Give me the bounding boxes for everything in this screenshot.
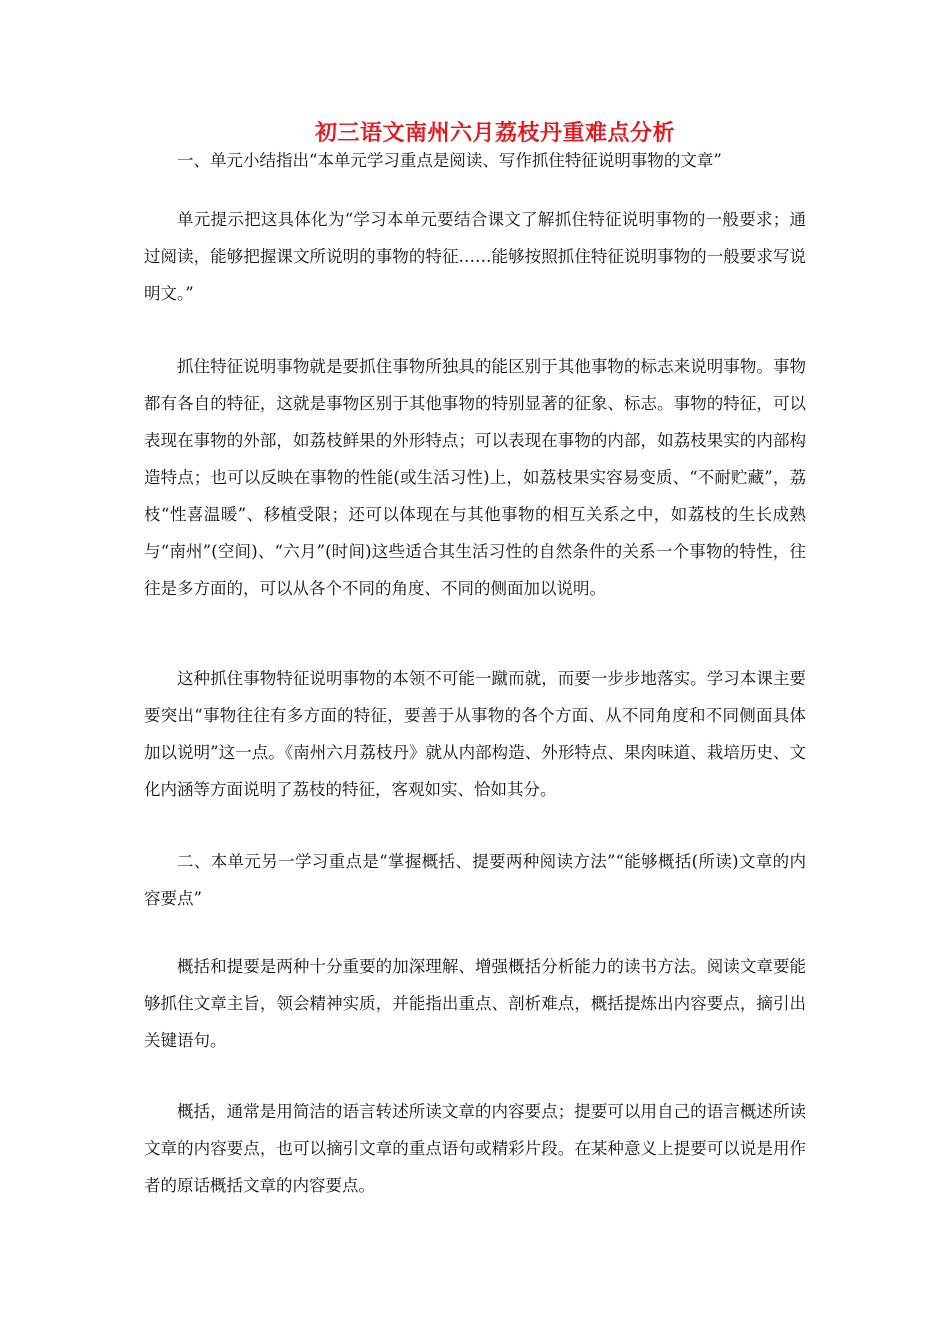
document-title: 初三语文南州六月荔枝丹重难点分析: [314, 120, 675, 146]
paragraph-1: 一、单元小结指出“本单元学习重点是阅读、写作抓住特征说明事物的文章”: [177, 151, 722, 170]
paragraph-5: 二、本单元另一学习重点是“掌握概括、提要两种阅读方法”“能够概括(所读)文章的内容要点”: [144, 852, 806, 908]
paragraph-2: 单元提示把这具体化为“学习本单元要结合课文了解抓住特征说明事物的一般要求；通过阅读，能够把握课文所说明的事物的特征……能够按照抓住特征说明事物的一般要求写说明文。”: [144, 210, 806, 303]
paragraph-7: 概括，通常是用简洁的语言转述所读文章的内容要点；提要可以用自己的语言概述所读文章的内容要点，也可以摘引文章的重点语句或精彩片段。在某种意义上提要可以说是用作者的原话概括文章的内容要点。: [144, 1102, 806, 1195]
paragraph-3: 抓住特征说明事物就是要抓住事物所独具的能区别于其他事物的标志来说明事物。事物都有各自的特征，这就是事物区别于其他事物的特别显著的征象、标志。事物的特征，可以表现在事物的外部，如荔枝鲜果的外形特点；可以表现在事物的内部，如荔枝果实的内部构造特点；也可以反映在事物的性能(或生活习性)上，如荔枝果实容易变质、“不耐贮藏”，荔枝“性喜温暖”、移植受限；还可以体现在与其他事物的相互关系之中，如荔枝的生长成熟与“南州”(空间)、“六月”(时间)这些适合其生活习性的自然条件的关系一个事物的特性，往往是多方面的，可以从各个不同的角度、不同的侧面加以说明。: [144, 357, 806, 598]
paragraph-4: 这种抓住事物特征说明事物的本领不可能一蹴而就，而要一步步地落实。学习本课主要要突出“事物往往有多方面的特征，要善于从事物的各个方面、从不同角度和不同侧面具体加以说明”这一点。《南州六月荔枝丹》就从内部构造、外形特点、果肉味道、栽培历史、文化内涵等方面说明了荔枝的特征，客观如实、恰如其分。: [144, 669, 806, 799]
paragraph-6: 概括和提要是两种十分重要的加深理解、增强概括分析能力的读书方法。阅读文章要能够抓住文章主旨，领会精神实质，并能指出重点、剖析难点，概括提炼出内容要点，摘引出关键语句。: [144, 957, 806, 1050]
